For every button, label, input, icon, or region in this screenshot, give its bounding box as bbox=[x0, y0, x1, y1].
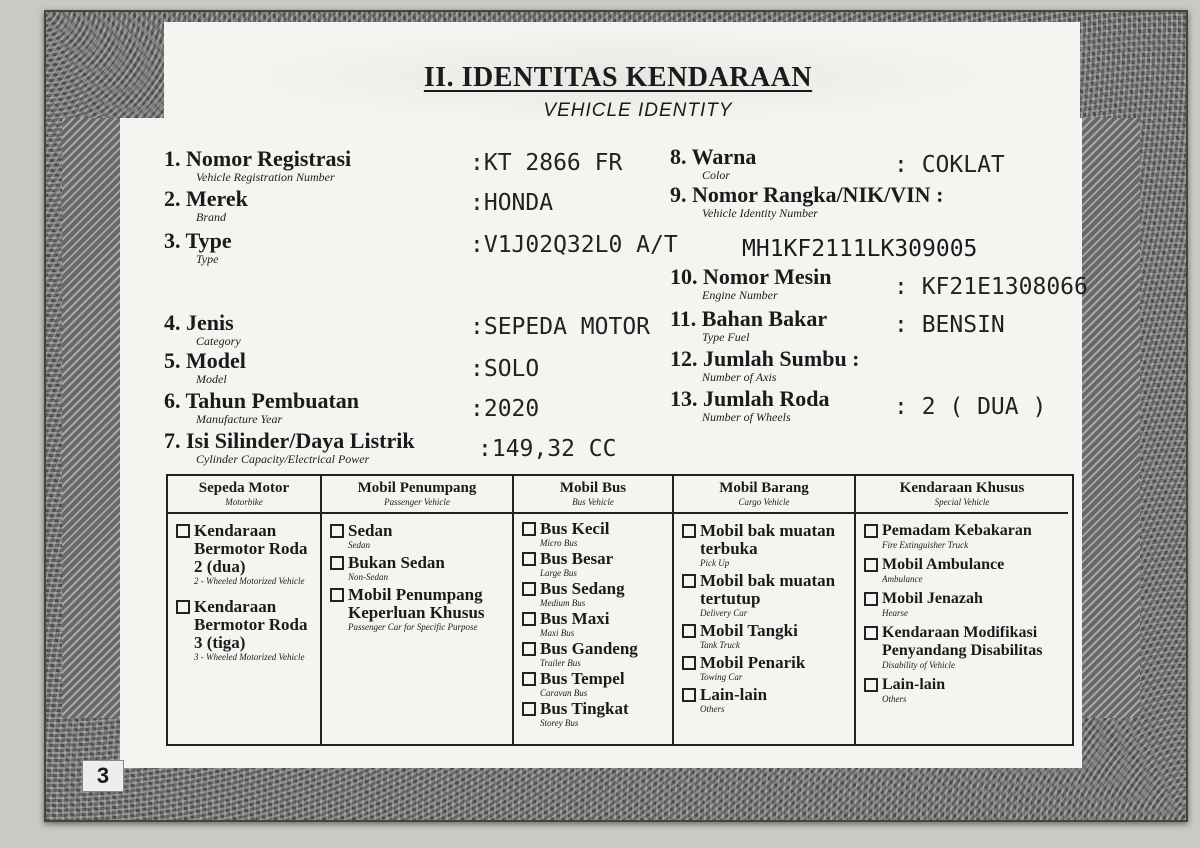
checkbox[interactable] bbox=[522, 582, 536, 596]
category-column-passenger bbox=[322, 476, 514, 744]
value-number-of-wheels: : 2 ( DUA ) bbox=[894, 394, 1047, 420]
checkbox[interactable] bbox=[864, 678, 878, 692]
category-option[interactable]: Bus Maxi Maxi Bus bbox=[522, 610, 668, 638]
category-subtitle: Special Vehicle bbox=[934, 497, 990, 507]
checkbox[interactable] bbox=[330, 588, 344, 602]
value-registration-number: :KT 2866 FR bbox=[470, 150, 623, 176]
category-option[interactable]: Bus Sedang Medium Bus bbox=[522, 580, 668, 608]
category-title: Mobil Barang bbox=[719, 480, 809, 496]
vehicle-category-table bbox=[166, 474, 1074, 746]
category-subtitle: Passenger Vehicle bbox=[384, 497, 450, 507]
checkbox[interactable] bbox=[522, 612, 536, 626]
field-color: 8. Warna Color bbox=[670, 144, 757, 182]
value-brand: :HONDA bbox=[470, 190, 554, 216]
checkbox[interactable] bbox=[682, 624, 696, 638]
category-option[interactable]: Bus Tingkat Storey Bus bbox=[522, 700, 668, 728]
guilloche-border-left bbox=[62, 118, 120, 718]
checkbox[interactable] bbox=[522, 552, 536, 566]
field-brand: 2. Merek Brand bbox=[164, 186, 248, 224]
category-title: Mobil Penumpang bbox=[357, 480, 477, 496]
category-option[interactable]: Bus Tempel Caravan Bus bbox=[522, 670, 668, 698]
page-subtitle: VEHICLE IDENTITY bbox=[543, 100, 733, 121]
checkbox[interactable] bbox=[682, 574, 696, 588]
value-fuel-type: : BENSIN bbox=[894, 312, 1005, 338]
field-type: 3. Type Type bbox=[164, 228, 232, 266]
category-option[interactable]: Bus Kecil Micro Bus bbox=[522, 520, 668, 548]
field-category: 4. Jenis Category bbox=[164, 310, 241, 348]
field-registration-number: 1. Nomor Registrasi Vehicle Registration Number bbox=[164, 146, 352, 184]
value-category: :SEPEDA MOTOR bbox=[470, 314, 651, 340]
category-option[interactable]: Lain-lain Others bbox=[864, 676, 1064, 704]
checkbox[interactable] bbox=[682, 656, 696, 670]
category-option[interactable]: Mobil Tangki Tank Truck bbox=[682, 622, 850, 650]
category-title: Mobil Bus bbox=[559, 480, 627, 496]
category-option[interactable]: Mobil Ambulance Ambulance bbox=[864, 556, 1064, 584]
category-title: Kendaraan Khusus bbox=[899, 480, 1025, 496]
checkbox[interactable] bbox=[864, 592, 878, 606]
checkbox[interactable] bbox=[330, 556, 344, 570]
value-model: :SOLO bbox=[470, 356, 540, 382]
field-engine-number: 10. Nomor Mesin Engine Number bbox=[670, 264, 832, 302]
category-option[interactable]: Mobil Jenazah Hearse bbox=[864, 590, 1064, 618]
category-column-special bbox=[856, 476, 1068, 744]
value-cylinder-capacity: :149,32 CC bbox=[478, 436, 617, 462]
field-manufacture-year: 6. Tahun Pembuatan Manufacture Year bbox=[164, 388, 360, 426]
category-column-bus bbox=[514, 476, 674, 744]
checkbox[interactable] bbox=[176, 524, 190, 538]
page-number: 3 bbox=[82, 760, 124, 792]
field-cylinder-capacity: 7. Isi Silinder/Daya Listrik Cylinder Capacity/Electrical Power bbox=[164, 428, 415, 466]
page-title: II. IDENTITAS KENDARAAN bbox=[423, 62, 813, 93]
checkbox[interactable] bbox=[864, 626, 878, 640]
field-model: 5. Model Model bbox=[164, 348, 246, 386]
field-fuel-type: 11. Bahan Bakar Type Fuel bbox=[670, 306, 828, 344]
category-subtitle: Bus Vehicle bbox=[572, 497, 614, 507]
field-number-of-axis: 12. Jumlah Sumbu : Number of Axis bbox=[670, 346, 860, 384]
category-option[interactable]: Bukan Sedan Non-Sedan bbox=[330, 554, 508, 582]
value-manufacture-year: :2020 bbox=[470, 396, 540, 422]
category-option[interactable]: Mobil bak muatan tertutup Delivery Car bbox=[682, 572, 850, 618]
checkbox[interactable] bbox=[864, 558, 878, 572]
category-option[interactable]: Lain-lain Others bbox=[682, 686, 850, 714]
category-option[interactable]: Mobil Penumpang Keperluan Khusus Passenger Car for Specific Purpose bbox=[330, 586, 508, 632]
category-option[interactable]: Mobil bak muatan terbuka Pick Up bbox=[682, 522, 850, 568]
checkbox[interactable] bbox=[176, 600, 190, 614]
category-subtitle: Cargo Vehicle bbox=[738, 497, 790, 507]
field-vin: 9. Nomor Rangka/NIK/VIN : Vehicle Identity Number bbox=[670, 182, 944, 220]
checkbox[interactable] bbox=[330, 524, 344, 538]
category-option[interactable]: Kendaraan Bermotor Roda 3 (tiga) 3 - Wheeled Motorized Vehicle bbox=[176, 598, 316, 662]
checkbox[interactable] bbox=[522, 672, 536, 686]
category-option[interactable]: Bus Gandeng Trailer Bus bbox=[522, 640, 668, 668]
category-option[interactable]: Kendaraan Bermotor Roda 2 (dua) 2 - Wheeled Motorized Vehicle bbox=[176, 522, 316, 586]
value-engine-number: : KF21E1308066 bbox=[894, 274, 1088, 300]
category-column-motorbike bbox=[168, 476, 322, 744]
category-option[interactable]: Pemadam Kebakaran Fire Extinguisher Truck bbox=[864, 522, 1064, 550]
value-vin: MH1KF2111LK309005 bbox=[742, 236, 978, 262]
checkbox[interactable] bbox=[522, 642, 536, 656]
category-column-cargo bbox=[674, 476, 856, 744]
checkbox[interactable] bbox=[864, 524, 878, 538]
field-number-of-wheels: 13. Jumlah Roda Number of Wheels bbox=[670, 386, 830, 424]
checkbox[interactable] bbox=[682, 688, 696, 702]
guilloche-border-right bbox=[1082, 118, 1140, 718]
category-subtitle: Motorbike bbox=[225, 497, 263, 507]
category-option[interactable]: Sedan Sedan bbox=[330, 522, 508, 550]
checkbox[interactable] bbox=[522, 522, 536, 536]
category-option[interactable]: Kendaraan Modifikasi Penyandang Disabilitas Disability of Vehicle bbox=[864, 624, 1064, 670]
category-option[interactable]: Mobil Penarik Towing Car bbox=[682, 654, 850, 682]
checkbox[interactable] bbox=[682, 524, 696, 538]
category-title: Sepeda Motor bbox=[198, 480, 290, 496]
checkbox[interactable] bbox=[522, 702, 536, 716]
value-color: : COKLAT bbox=[894, 152, 1005, 178]
category-option[interactable]: Bus Besar Large Bus bbox=[522, 550, 668, 578]
value-type: :V1J02Q32L0 A/T bbox=[470, 232, 678, 258]
